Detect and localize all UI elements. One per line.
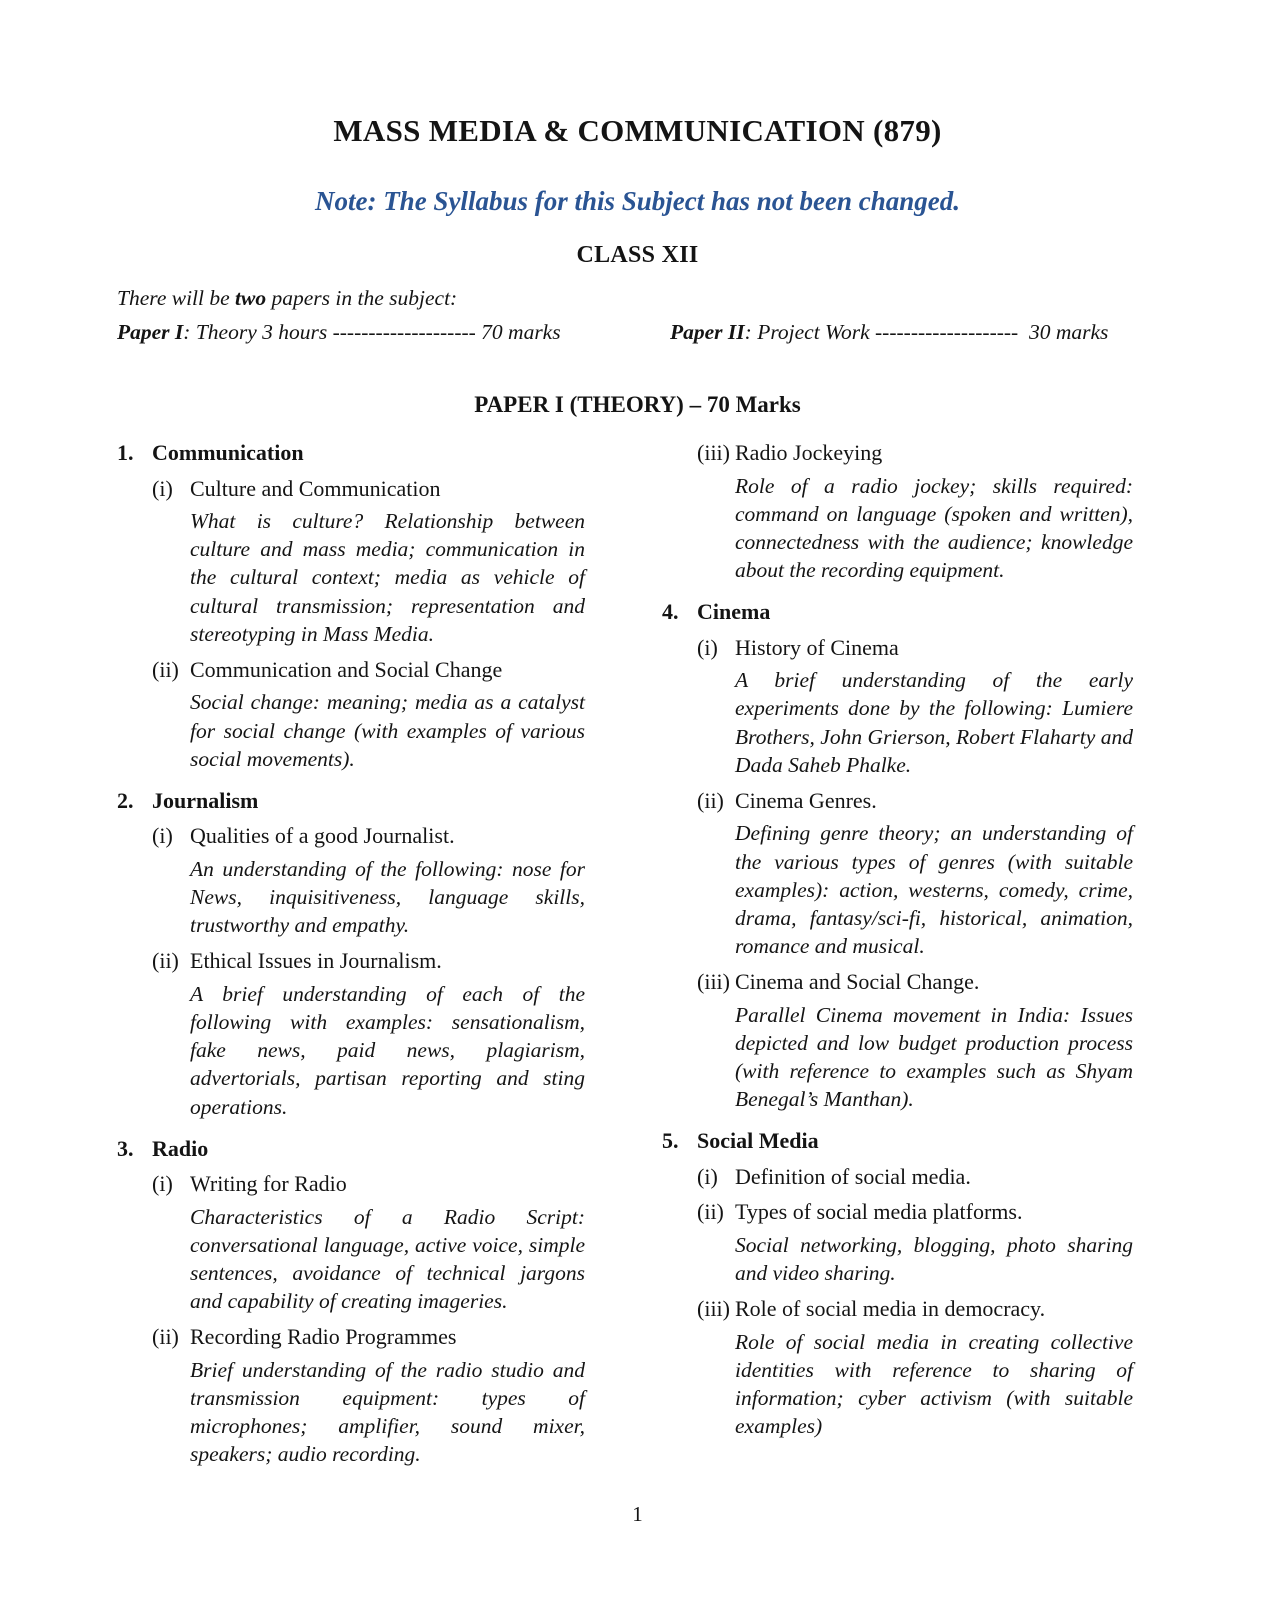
syllabus-item (117, 822, 585, 850)
item-description: A brief understanding of each of the following with examples: sensationalism, fake news, paid news, plagiarism, advertorials, partisan reporting and sting operations. (190, 981, 585, 1119)
syllabus-item (662, 968, 1133, 996)
papers-row (117, 320, 1158, 345)
item-description: Defining genre theory; an understanding of the various types of genres (with suitable examples): action, westerns, comedy, crime, drama, fantasy/sci-fi, historical, animation, romance and musical. (735, 821, 1133, 959)
syllabus-item (662, 1295, 1133, 1323)
syllabus-section (662, 598, 1133, 1113)
paper2-detail: : Project Work -------------------- 30 marks (744, 319, 1109, 344)
item-description: Role of social media in creating collective identities with reference to sharing of information; cyber activism (with suitable examples) (735, 1329, 1133, 1439)
item-title: Qualities of a good Journalist. (190, 823, 455, 849)
syllabus-section (117, 787, 585, 1121)
syllabus-item (117, 1170, 585, 1198)
item-title: Communication and Social Change (190, 656, 503, 682)
syllabus-item (662, 787, 1133, 815)
item-marker: (iii) (697, 440, 730, 466)
item-title: Recording Radio Programmes (190, 1324, 457, 1350)
item-description: Brief understanding of the radio studio and transmission equipment: types of microphones; amplifier, sound mixer, speakers; audio recording. (190, 1357, 585, 1467)
section-number: 1. (117, 440, 134, 466)
item-description: Parallel Cinema movement in India: Issues depicted and low budget production process (with reference to examples such as Shyam Benegal’s Manthan). (735, 1002, 1133, 1112)
item-marker: (iii) (697, 969, 730, 995)
paper1-detail: : Theory 3 hours -------------------- 70 marks (183, 319, 561, 344)
syllabus-item (117, 1323, 585, 1351)
syllabus-item (117, 475, 585, 503)
section-heading (662, 598, 1133, 626)
syllabus-section (662, 1127, 1133, 1440)
section-number: 5. (662, 1128, 679, 1154)
item-description: An understanding of the following: nose for News, inquisitiveness, language skills, trustworthy and empathy. (190, 856, 585, 938)
paper2-label: Paper II (670, 319, 745, 344)
left-column (117, 439, 585, 1468)
section-heading (117, 787, 585, 815)
syllabus-columns (117, 439, 1158, 1468)
syllabus-item (117, 947, 585, 975)
section-number: 4. (662, 599, 679, 625)
item-marker: (ii) (152, 656, 179, 682)
item-marker: (i) (152, 1171, 173, 1197)
syllabus-note: Note: The Syllabus for this Subject has not been changed. (314, 186, 961, 217)
item-title: History of Cinema (735, 634, 899, 660)
item-marker: (i) (697, 634, 718, 660)
item-marker: (ii) (152, 948, 179, 974)
item-description: Role of a radio jockey; skills required: command on language (spoken and written), connectedness with the audience; knowledge about the recording equipment. (735, 473, 1133, 583)
section-number: 2. (117, 787, 134, 813)
item-description: What is culture? Relationship between culture and mass media; communication in the cultural context; media as vehicle of cultural transmission; representation and stereotyping in Mass Media. (190, 509, 585, 646)
syllabus-item (662, 634, 1133, 662)
section-title: Radio (152, 1135, 209, 1161)
intro-bold-word: two (235, 285, 267, 310)
item-title: Culture and Communication (190, 475, 441, 501)
right-column (662, 439, 1133, 1468)
section-title: Social Media (697, 1128, 819, 1154)
section-heading (117, 1135, 585, 1163)
class-heading: CLASS XII (576, 241, 699, 268)
page-number: 1 (632, 1502, 643, 1526)
paper1-section-heading: PAPER I (THEORY) – 70 Marks (474, 391, 801, 417)
item-marker: (i) (697, 1163, 718, 1189)
section-heading (117, 439, 585, 467)
item-description: Social networking, blogging, photo sharing and video sharing. (735, 1232, 1133, 1285)
intro-pre: There will be (117, 285, 236, 310)
item-description: Social change: meaning; media as a catalyst for social change (with examples of various social movements). (190, 690, 585, 771)
item-marker: (ii) (152, 1324, 179, 1350)
item-marker: (ii) (697, 787, 724, 813)
item-title: Cinema and Social Change. (735, 969, 980, 995)
paper2-line (670, 320, 1108, 345)
document-title: MASS MEDIA & COMMUNICATION (879) (333, 113, 942, 148)
item-title: Types of social media platforms. (735, 1199, 1023, 1225)
syllabus-item (662, 439, 1133, 467)
item-title: Ethical Issues in Journalism. (190, 948, 442, 974)
syllabus-item (662, 1198, 1133, 1226)
item-title: Role of social media in democracy. (735, 1296, 1046, 1322)
syllabus-section (662, 439, 1133, 584)
section-heading (662, 1127, 1133, 1155)
item-description: A brief understanding of the early experiments done by the following: Lumiere Brothers, John Grierson, Robert Flaharty and Dada Saheb Phalke. (735, 668, 1133, 777)
item-marker: (iii) (697, 1296, 730, 1322)
intro-post: papers in the subject: (266, 285, 458, 310)
item-description: Characteristics of a Radio Script: conversational language, active voice, simple sentences, avoidance of technical jargons and capability of creating imageries. (190, 1204, 585, 1314)
section-number: 3. (117, 1135, 134, 1161)
paper1-label: Paper I (117, 319, 184, 344)
item-marker: (i) (152, 475, 173, 501)
syllabus-section (117, 1135, 585, 1469)
item-title: Definition of social media. (735, 1163, 971, 1189)
paper1-line (117, 320, 670, 345)
item-title: Cinema Genres. (735, 787, 877, 813)
item-marker: (i) (152, 823, 173, 849)
section-title: Communication (152, 440, 304, 466)
section-title: Journalism (152, 787, 259, 813)
item-title: Radio Jockeying (735, 440, 883, 466)
item-title: Writing for Radio (190, 1171, 347, 1197)
intro-line (117, 286, 1158, 311)
item-marker: (ii) (697, 1199, 724, 1225)
syllabus-section (117, 439, 585, 773)
section-title: Cinema (697, 599, 771, 625)
syllabus-item (662, 1163, 1133, 1191)
syllabus-item (117, 656, 585, 684)
